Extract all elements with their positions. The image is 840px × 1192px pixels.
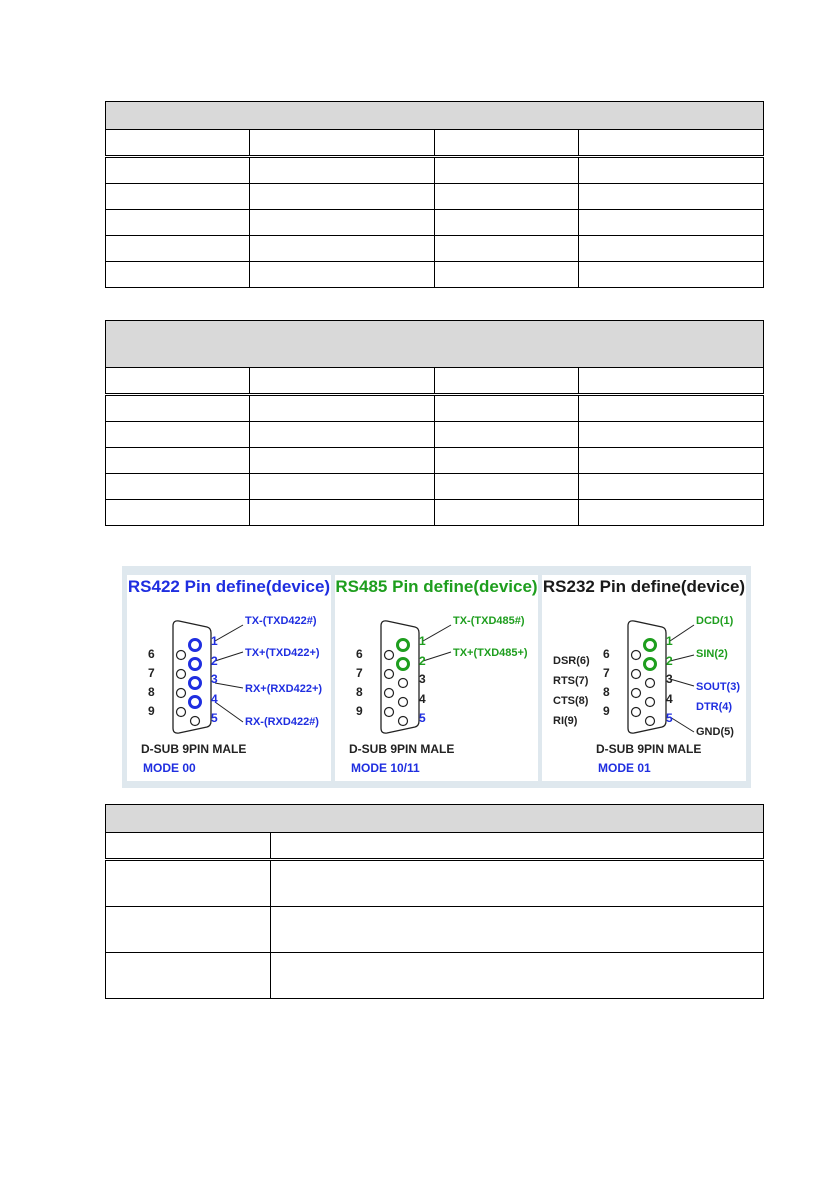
rs232-signal-label: GND(5) [696,726,734,738]
table-row [106,422,764,448]
rs422-pin-label-4: 4 [211,692,218,706]
table-row [106,860,764,907]
rs232-left-signal-label: DSR(6) [553,655,590,667]
rs422-pin-7 [177,670,186,679]
rs232-signal-label: SIN(2) [696,648,728,660]
table-1-header-cell [435,130,579,157]
rs232-title: RS232 Pin define(device) [542,577,746,596]
table-row [106,262,764,288]
rs485-pin-label-6: 6 [356,647,363,661]
rs232-pin-2 [645,659,656,670]
rs485-pin-label-2: 2 [419,654,426,668]
rs485-pin-label-4: 4 [419,692,426,706]
rs232-left-signal-label: RI(9) [553,715,578,727]
rs422-pin-3 [190,678,201,689]
rs422-pin-4 [190,697,201,708]
table-row [106,236,764,262]
rs485-signal-label: TX+(TXD485+) [453,647,528,659]
rs422-pin-label-3: 3 [211,672,218,686]
rs422-pin-8 [177,689,186,698]
table-2 [105,320,764,526]
rs232-pin-1 [645,640,656,651]
table-row [106,448,764,474]
rs422-pin-label-2: 2 [211,654,218,668]
rs485-pin-label-3: 3 [419,672,426,686]
table-row [106,474,764,500]
table-2-header-cell [106,368,250,395]
rs485-mode-label: MODE 10/11 [351,761,420,775]
rs485-pin-4 [399,698,408,707]
rs422-signal-label: RX-(RXD422#) [245,716,319,728]
rs232-pin-5 [646,717,655,726]
rs422-pin-label-8: 8 [148,685,155,699]
rs422-pin-label-7: 7 [148,666,155,680]
rs422-pin-5 [191,717,200,726]
rs232-pin-6 [632,651,641,660]
table-3-title-cell [106,805,764,833]
rs422-connector-label: D-SUB 9PIN MALE [141,742,247,756]
table-1-header-cell [250,130,435,157]
rs232-pin-label-6: 6 [603,647,610,661]
table-row [106,184,764,210]
rs485-pin-6 [385,651,394,660]
rs485-title: RS485 Pin define(device) [335,577,538,596]
table-1 [105,101,764,288]
table-3-header-cell [106,833,271,860]
pin-define-figure [122,566,751,788]
table-row [106,907,764,953]
rs422-panel [127,575,331,781]
rs232-connector-label: D-SUB 9PIN MALE [596,742,702,756]
rs232-pin-label-9: 9 [603,704,610,718]
rs485-pin-1 [398,640,409,651]
table-row [106,157,764,184]
table-1-title-cell [106,102,764,130]
rs422-pin-label-9: 9 [148,704,155,718]
table-row [106,500,764,526]
rs485-signal-label: TX-(TXD485#) [453,615,525,627]
rs422-title: RS422 Pin define(device) [127,577,331,596]
table-row [106,210,764,236]
rs422-pin-9 [177,708,186,717]
table-row [106,395,764,422]
rs422-pin-label-5: 5 [211,711,218,725]
rs422-signal-label: RX+(RXD422+) [245,683,323,695]
rs232-pin-label-3: 3 [666,672,673,686]
rs485-pin-2 [398,659,409,670]
table-row [106,953,764,999]
rs422-pin-label-1: 1 [211,634,218,648]
rs422-pin-1 [190,640,201,651]
table-1-header-cell [106,130,250,157]
rs422-pin-label-6: 6 [148,647,155,661]
rs232-panel [542,575,746,781]
rs232-pin-label-5: 5 [666,711,673,725]
rs422-signal-label: TX+(TXD422+) [245,647,320,659]
rs232-pin-7 [632,670,641,679]
rs485-pin-7 [385,670,394,679]
rs232-signal-label: DTR(4) [696,701,733,713]
rs232-signal-label: DCD(1) [696,615,734,627]
table-1-header-cell [579,130,764,157]
rs485-pin-3 [399,679,408,688]
rs422-mode-label: MODE 00 [143,761,196,775]
rs232-pin-4 [646,698,655,707]
rs232-signal-label: SOUT(3) [696,681,740,693]
rs485-pin-label-5: 5 [419,711,426,725]
rs422-pin-6 [177,651,186,660]
rs422-pin-2 [190,659,201,670]
rs485-pin-label-1: 1 [419,634,426,648]
rs485-pin-5 [399,717,408,726]
table-2-title-cell [106,321,764,368]
rs232-pin-label-2: 2 [666,654,673,668]
rs232-pin-label-8: 8 [603,685,610,699]
rs232-pin-8 [632,689,641,698]
rs232-mode-label: MODE 01 [598,761,651,775]
rs232-left-signal-label: RTS(7) [553,675,589,687]
table-2-header-cell [435,368,579,395]
rs422-signal-label: TX-(TXD422#) [245,615,317,627]
rs485-pin-label-8: 8 [356,685,363,699]
table-3 [105,804,764,999]
rs485-connector-label: D-SUB 9PIN MALE [349,742,455,756]
rs485-pin-label-9: 9 [356,704,363,718]
rs232-pin-9 [632,708,641,717]
rs232-pin-label-4: 4 [666,692,673,706]
rs232-pin-label-1: 1 [666,634,673,648]
rs232-pin-label-7: 7 [603,666,610,680]
table-3-header-cell [271,833,764,860]
rs232-pin-3 [646,679,655,688]
rs232-left-signal-label: CTS(8) [553,695,589,707]
rs485-pin-8 [385,689,394,698]
rs485-pin-label-7: 7 [356,666,363,680]
rs485-pin-9 [385,708,394,717]
rs485-panel [335,575,538,781]
table-2-header-cell [250,368,435,395]
table-2-header-cell [579,368,764,395]
